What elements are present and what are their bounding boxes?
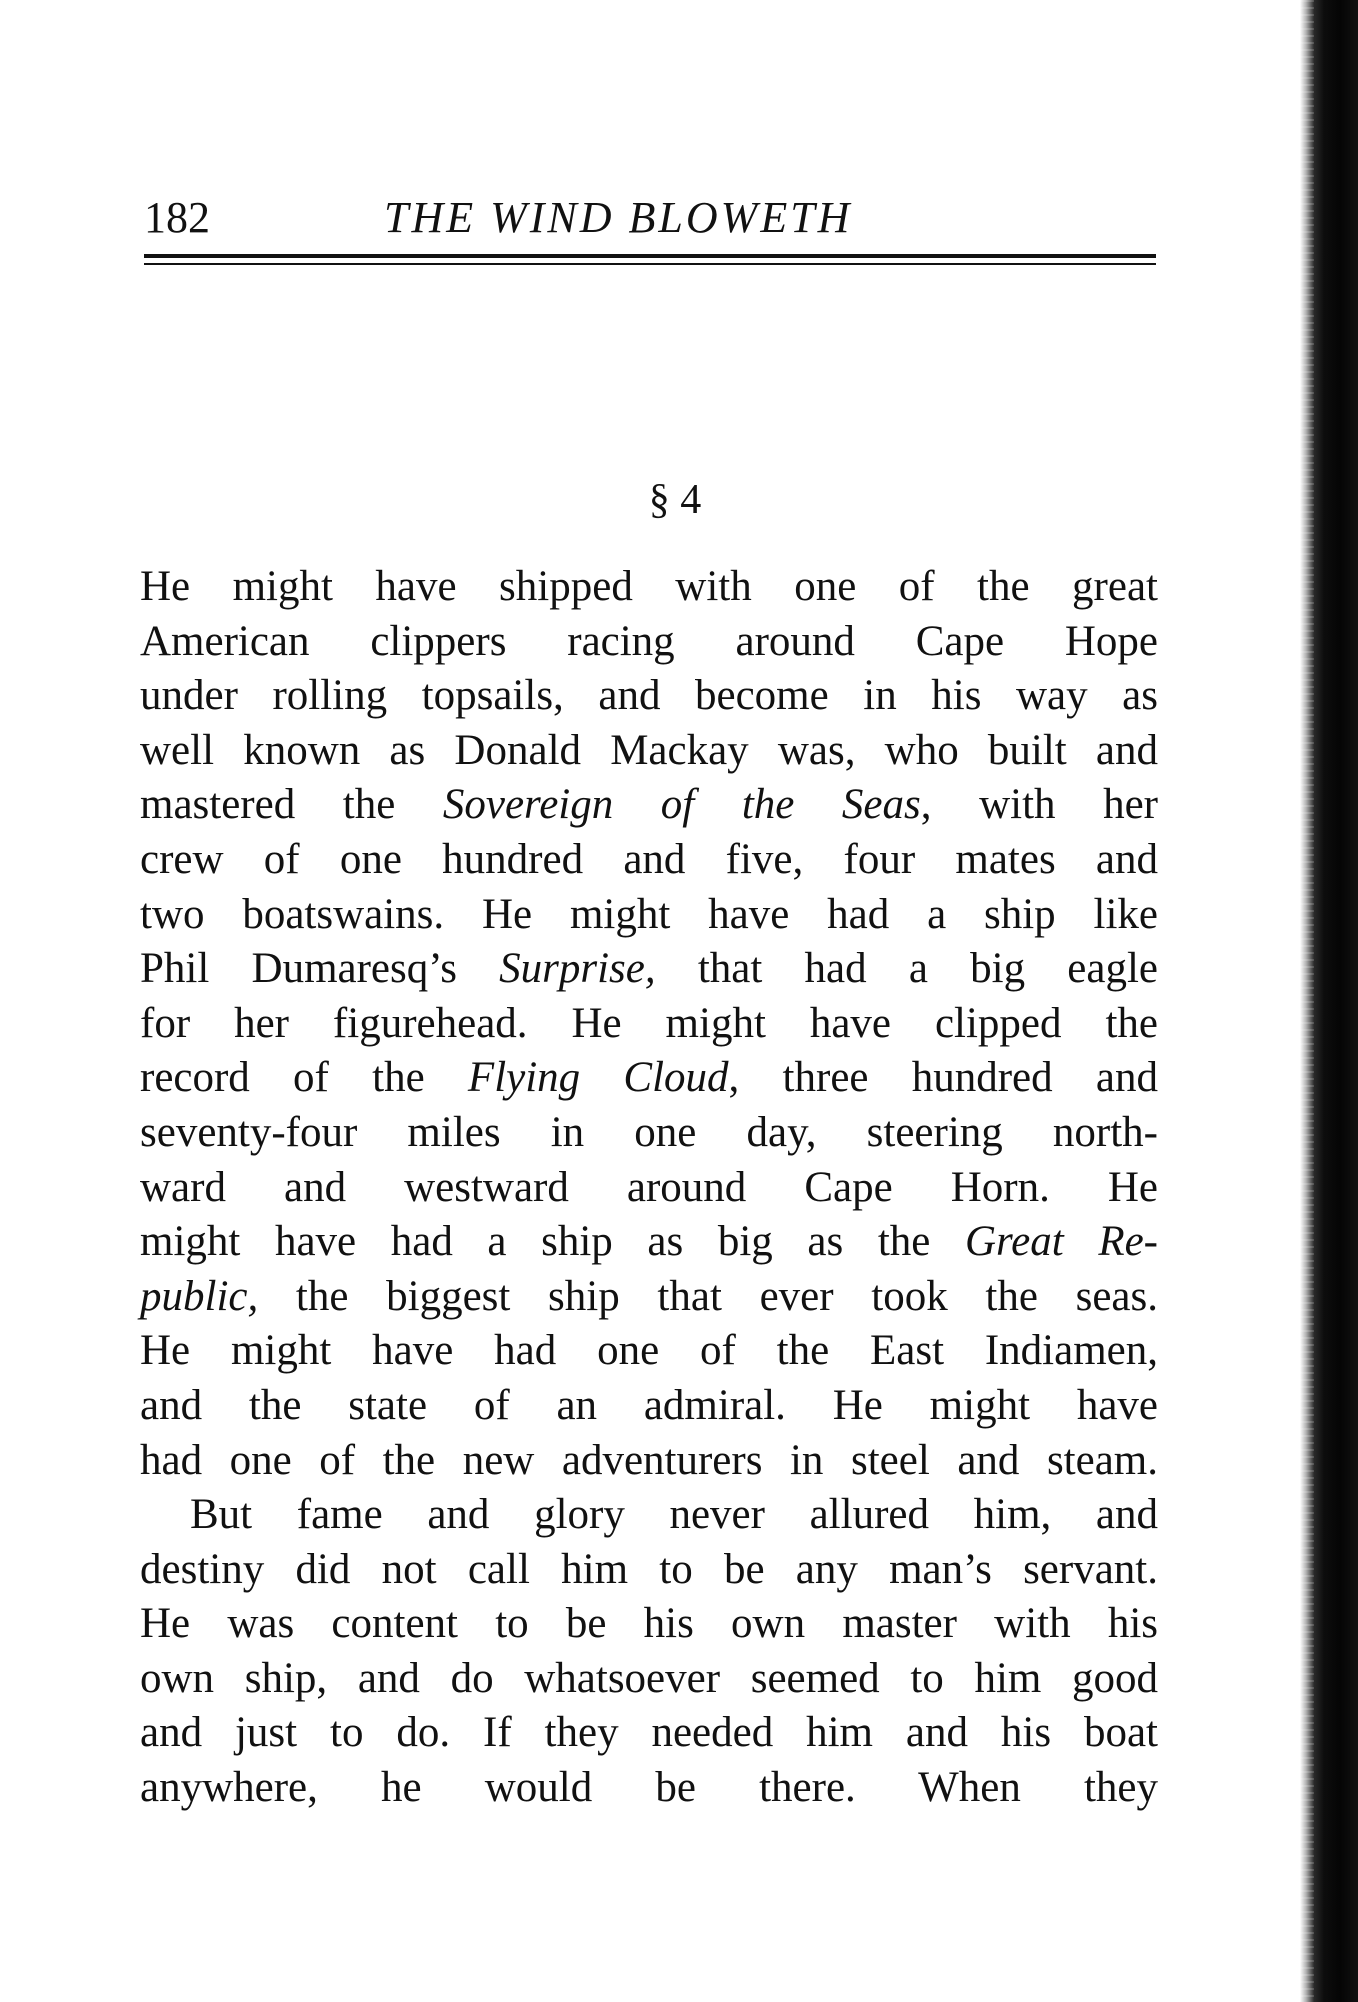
text-line [140,1488,1158,1543]
text-span: that had a big eagle [655,945,1158,993]
text-span: and the state of an admiral. He might have [140,1381,1158,1429]
text-line [140,669,1158,724]
text-line [140,833,1158,888]
text-line [140,1270,1158,1325]
italic-title: Surprise, [499,945,656,993]
text-span: , with her [920,781,1158,829]
text-line [140,888,1158,943]
text-line [140,724,1158,779]
italic-title: Sovereign of the Seas [442,781,921,829]
text-line [140,615,1158,670]
italic-title: Flying Cloud [467,1054,729,1102]
text-line [140,1434,1158,1489]
text-line [140,1652,1158,1707]
text-span: ward and westward around Cape Horn. He [140,1163,1158,1211]
text-span: own ship, and do whatsoever seemed to him good [140,1654,1158,1702]
text-line [140,1543,1158,1598]
text-line [140,1215,1158,1270]
text-span: well known as Donald Mackay was, who built and [140,726,1158,774]
page-header [144,188,1156,248]
section-heading [0,470,1290,530]
text-span: under rolling topsails, and become in his way as [140,672,1158,720]
text-span: , three hundred and [728,1054,1158,1102]
text-span: He was content to be his own master with his [140,1600,1158,1648]
text-span: He might have shipped with one of the great [140,563,1158,610]
page-number: 182 [144,193,210,242]
text-line [140,778,1158,833]
text-line [140,560,1158,615]
text-span: had one of the new adventurers in steel and steam. [140,1436,1158,1484]
text-span: seventy-four miles in one day, steering north- [140,1108,1158,1156]
text-span: might have had a ship as big as the [140,1218,965,1266]
text-line [140,1324,1158,1379]
text-span: the biggest ship that ever took the seas. [258,1272,1158,1320]
text-line [140,1051,1158,1106]
text-line [140,1761,1158,1816]
binding-speckle [1298,0,1314,2002]
text-span: crew of one hundred and five, four mates and [140,835,1158,883]
text-line [140,1706,1158,1761]
text-line [140,1597,1158,1652]
text-line [140,942,1158,997]
header-rule-thick [144,254,1156,258]
text-span: He might have had one of the East Indiamen, [140,1327,1158,1375]
text-span: for her figurehead. He might have clipped the [140,999,1158,1047]
text-span: mastered the [140,781,443,829]
text-span: record of the [140,1054,468,1102]
text-span: anywhere, he would be there. When they [140,1764,1158,1812]
text-line [140,1379,1158,1434]
paragraph-1 [140,560,1158,1488]
text-span: two boatswains. He might have had a ship like [140,890,1158,938]
section-mark: § 4 [648,477,702,523]
text-span: and just to do. If they needed him and his boat [140,1709,1158,1757]
italic-title: public, [140,1272,259,1320]
running-title: THE WIND BLOWETH [384,193,853,242]
text-span: destiny did not call him to be any man’s servant. [140,1545,1158,1593]
text-line [140,997,1158,1052]
text-line [140,1106,1158,1161]
text-span: American clippers racing around Cape Hope [140,617,1158,665]
body-text [140,560,1158,1816]
header-rule-thin [144,263,1156,265]
italic-title: Great Re- [964,1218,1158,1266]
text-span: Phil Dumaresq’s [140,945,500,993]
text-line [140,1161,1158,1216]
paragraph-2 [140,1488,1158,1816]
text-span: But fame and glory never allured him, and [190,1491,1158,1539]
